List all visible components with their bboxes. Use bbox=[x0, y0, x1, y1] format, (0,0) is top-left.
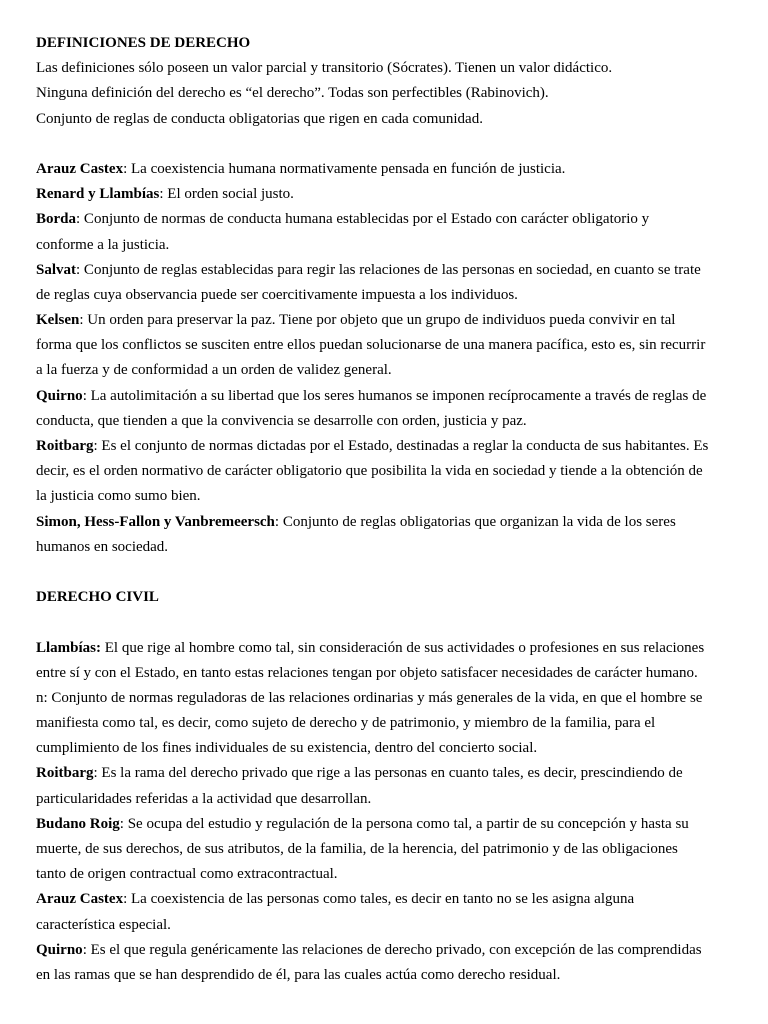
definition-continuation: a la fuerza y de conformidad a un orden de validez general. bbox=[36, 362, 392, 379]
definition-text: El que rige al hombre como tal, sin consideración de sus actividades o profesiones en sus relaciones bbox=[101, 639, 705, 656]
definition-continuation: entre sí y con el Estado, en tanto estas relaciones tengan por objeto satisfacer necesidades de carácter humano. bbox=[36, 664, 698, 681]
definition-continuation: de reglas cuya observancia puede ser coercitivamente impuesta a los individuos. bbox=[36, 286, 518, 303]
blank-line bbox=[36, 132, 732, 157]
author-name: Kelsen bbox=[36, 312, 80, 329]
author-name: Simon, Hess-Fallon y Vanbremeersch bbox=[36, 513, 275, 530]
author-name: Quirno bbox=[36, 387, 83, 404]
definition-arauz-castex bbox=[36, 157, 732, 182]
definition-simon-hess-fallon bbox=[36, 510, 732, 535]
author-name: Roitbarg bbox=[36, 765, 94, 782]
definition-continuation: forma que los conflictos se susciten entre ellos puedan solucionarse de una manera pacífica, esto es, sin recurrir bbox=[36, 337, 706, 354]
civil-roitbarg bbox=[36, 761, 732, 786]
definition-kelsen bbox=[36, 308, 732, 333]
definition-continuation: conforme a la justicia. bbox=[36, 236, 170, 253]
definition-text: : La autolimitación a su libertad que los seres humanos se imponen recíprocamente a través de reglas de bbox=[82, 387, 707, 404]
author-name: Llambías: bbox=[36, 639, 102, 656]
intro-line: Conjunto de reglas de conducta obligatorias que rigen en cada comunidad. bbox=[36, 110, 483, 127]
blank-line bbox=[36, 610, 732, 635]
author-name: Budano Roig bbox=[36, 815, 120, 832]
definition-salvat bbox=[36, 258, 732, 283]
definition-text: : Es la rama del derecho privado que rige a las personas en cuanto tales, es decir, prescindiendo de bbox=[93, 765, 683, 782]
section-title-derecho-civil: DERECHO CIVIL bbox=[36, 589, 159, 606]
definition-text: : Un orden para preservar la paz. Tiene por objeto que un grupo de individuos pueda convivir en tal bbox=[79, 312, 676, 329]
civil-quirno bbox=[36, 938, 732, 963]
author-name: Roitbarg bbox=[36, 438, 94, 454]
definition-quirno bbox=[36, 384, 732, 409]
civil-arauz-castex bbox=[36, 887, 732, 912]
definition-continuation: humanos en sociedad. bbox=[36, 538, 169, 555]
author-name: Borda bbox=[36, 211, 77, 228]
definition-text: : La coexistencia de las personas como tales, es decir en tanto no se les asigna alguna bbox=[123, 891, 635, 908]
author-name: Arauz Castex bbox=[36, 891, 124, 908]
civil-unnamed-definition: n: Conjunto de normas reguladoras de las relaciones ordinarias y más generales de la vida, en que el hombre se bbox=[36, 689, 703, 706]
section-title-definiciones: DEFINICIONES DE DERECHO bbox=[36, 35, 251, 51]
author-name: Quirno bbox=[36, 941, 83, 958]
definition-continuation: la justicia como sumo bien. bbox=[36, 488, 201, 505]
definition-renard-llambias bbox=[36, 182, 732, 207]
civil-llambias bbox=[36, 636, 732, 661]
definition-continuation: tanto de origen contractual como extracontractual. bbox=[36, 866, 338, 883]
definition-continuation: conducta, que tienden a que la convivencia se desarrolle con orden, justicia y paz. bbox=[36, 412, 527, 429]
definition-text: : Conjunto de reglas establecidas para regir las relaciones de las personas en sociedad, en cuanto se trate bbox=[76, 261, 701, 278]
definition-text: : Es el conjunto de normas dictadas por el Estado, destinadas a reglar la conducta de sus habitantes. Es bbox=[93, 438, 709, 454]
definition-text: : Es el que regula genéricamente las relaciones de derecho privado, con excepción de las comprendidas bbox=[82, 941, 702, 958]
author-name: Salvat bbox=[36, 261, 77, 278]
definition-text: : Conjunto de reglas obligatorias que organizan la vida de los seres bbox=[274, 513, 676, 530]
intro-line: Ninguna definición del derecho es “el derecho”. Todas son perfectibles (Rabinovich). bbox=[36, 85, 549, 102]
blank-line bbox=[36, 560, 732, 585]
definition-text: : Conjunto de normas de conducta humana establecidas por el Estado con carácter obligatorio y bbox=[76, 211, 650, 228]
definition-continuation: característica especial. bbox=[36, 916, 171, 933]
author-name: Arauz Castex bbox=[36, 160, 124, 177]
definition-continuation: muerte, de sus derechos, de sus atributos, de la familia, de la herencia, del patrimonio y de las obligaciones bbox=[36, 841, 678, 857]
intro-line: Las definiciones sólo poseen un valor parcial y transitorio (Sócrates). Tienen un valor didáctico. bbox=[36, 60, 613, 77]
definition-text: : La coexistencia humana normativamente pensada en función de justicia. bbox=[123, 160, 566, 177]
definition-text: : Se ocupa del estudio y regulación de la persona como tal, a partir de su concepción y hasta su bbox=[119, 815, 689, 832]
definition-continuation: decir, es el orden normativo de carácter obligatorio que posibilita la vida en sociedad y tiende a la obtención de bbox=[36, 463, 703, 480]
civil-budano-roig bbox=[36, 812, 732, 837]
definition-borda bbox=[36, 207, 732, 232]
definition-roitbarg bbox=[36, 434, 732, 459]
definition-continuation: en las ramas que se han desprendido de él, para las cuales actúa como derecho residual. bbox=[36, 966, 561, 983]
definition-continuation: particularidades referidas a la actividad que desarrollan. bbox=[36, 790, 372, 807]
definition-text: : El orden social justo. bbox=[159, 186, 294, 203]
author-name: Renard y Llambías bbox=[36, 186, 160, 203]
definition-continuation: manifiesta como tal, es decir, como sujeto de derecho y de patrimonio, y miembro de la familia, para el bbox=[36, 715, 656, 732]
definition-continuation: cumplimiento de los fines individuales de su existencia, dentro del concierto social. bbox=[36, 740, 538, 757]
